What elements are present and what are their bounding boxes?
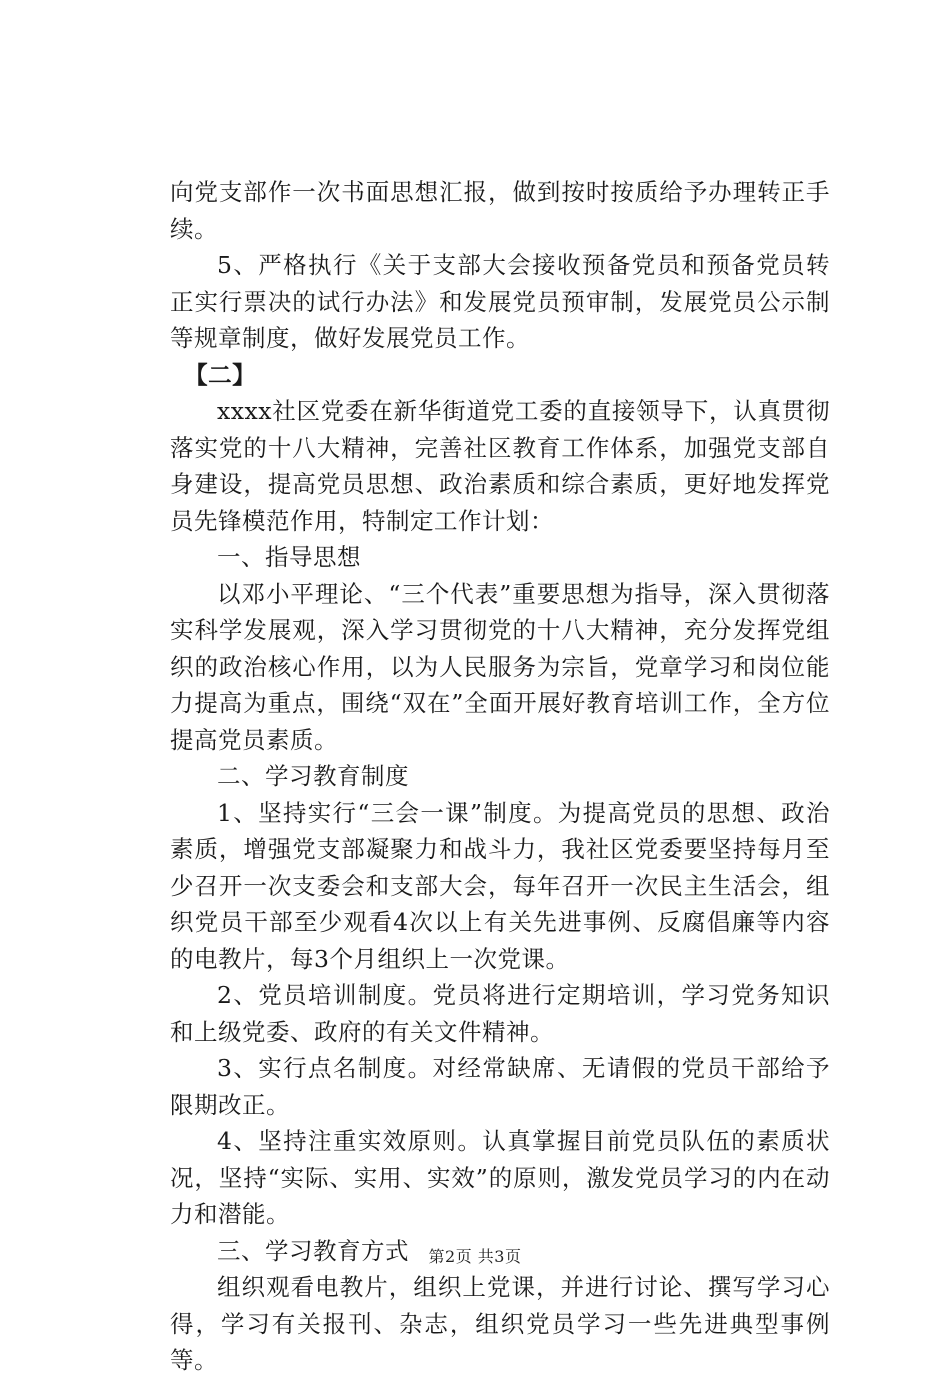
page-number-footer: 第2页 共3页 (428, 1247, 522, 1266)
document-body (170, 174, 830, 1379)
paragraph-guiding-thought: 以邓小平理论、“三个代表”重要思想为指导，深入贯彻落实科学发展观，深入学习贯彻党的十八大精神，充分发挥党组织的政治核心作用，以为人民服务为宗旨，党章学习和岗位能力提高为重点，围绕“双在”全面开展好教育培训工作，全方位提高党员素质。 (170, 579, 830, 754)
paragraph-system-item-2: 2、党员培训制度。党员将进行定期培训，学习党务知识和上级党委、政府的有关文件精神。 (170, 981, 830, 1046)
paragraph-continuation: 向党支部作一次书面思想汇报，做到按时按质给予办理转正手续。 (170, 178, 830, 243)
paragraph-system-item-3: 3、实行点名制度。对经常缺席、无请假的党员干部给予限期改正。 (170, 1054, 830, 1119)
paragraph-system-item-1: 1、坚持实行“三会一课”制度。为提高党员的思想、政治素质，增强党支部凝聚力和战斗力，我社区党委要坚持每月至少召开一次支委会和支部大会，每年召开一次民主生活会，组织党员干部至少观看4次以上有关先进事例、反腐倡廉等内容的电教片，每3个月组织上一次党课。 (170, 798, 830, 973)
section-heading-study-system: 二、学习教育制度 (217, 762, 409, 790)
paragraph-intro: xxxx社区党委在新华街道党工委的直接领导下，认真贯彻落实党的十八大精神，完善社区教育工作体系，加强党支部自身建设，提高党员思想、政治素质和综合素质，更好地发挥党员先锋模范作用，特制定工作计划： (170, 397, 830, 535)
paragraph-study-methods: 组织观看电教片，组织上党课，并进行讨论、撰写学习心得，学习有关报刊、杂志，组织党员学习一些先进典型事例等。 (170, 1273, 830, 1374)
paragraph-item-5: 5、严格执行《关于支部大会接收预备党员和预备党员转正实行票决的试行办法》和发展党员预审制，发展党员公示制等规章制度，做好发展党员工作。 (170, 251, 830, 352)
section-heading-study-methods: 三、学习教育方式 (217, 1236, 409, 1265)
section-marker: 【二】 (184, 360, 257, 389)
section-heading-guiding-thought: 一、指导思想 (217, 543, 361, 571)
paragraph-system-item-4: 4、坚持注重实效原则。认真掌握目前党员队伍的素质状况，坚持“实际、实用、实效”的原则，激发党员学习的内在动力和潜能。 (170, 1127, 830, 1228)
